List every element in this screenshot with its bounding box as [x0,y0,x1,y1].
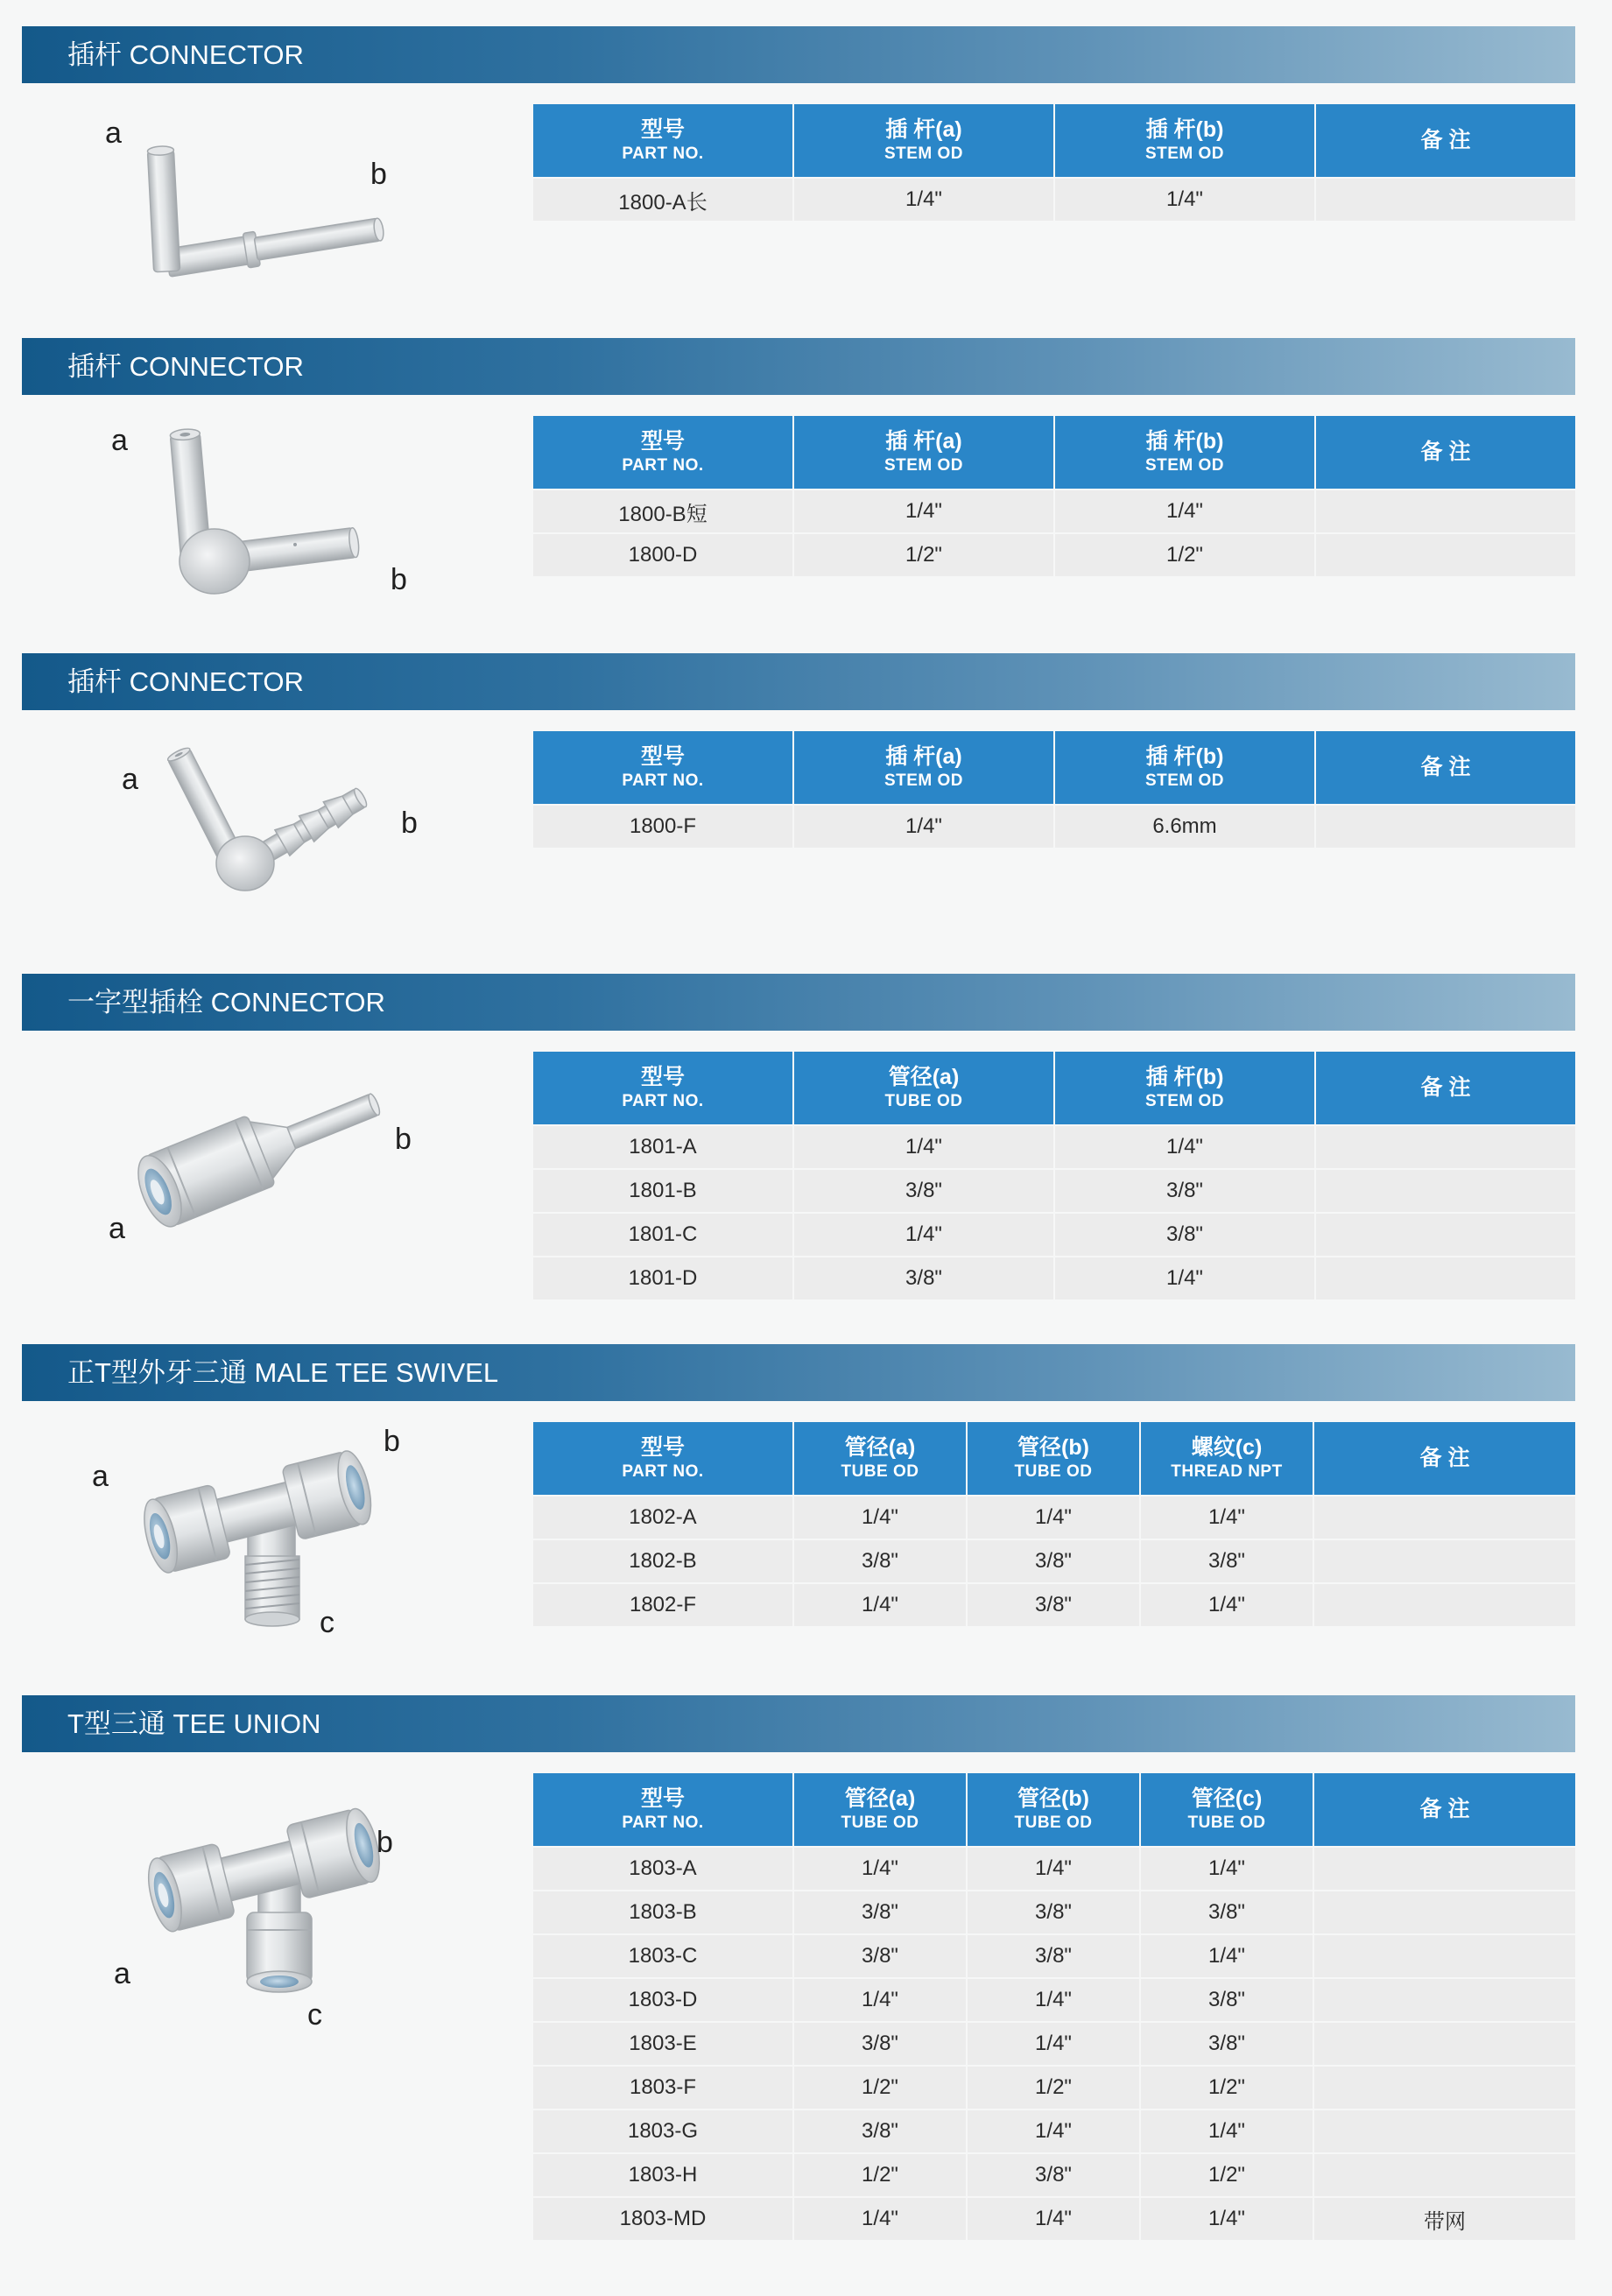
column-header [533,1773,792,1846]
remark-cell [1314,2154,1575,2196]
column-header [794,1052,1053,1124]
spec-cell: 3/8" [968,1891,1139,1933]
spec-cell: 1/4" [794,179,1053,221]
column-header-cn: 插 杆(b) [1145,429,1224,454]
part-number-cell: 1801-A [533,1126,792,1168]
column-header-en: TUBE OD [1014,1814,1093,1832]
column-header-cn: 插 杆(b) [1145,744,1224,769]
spec-cell: 1/4" [794,1848,966,1890]
part-number-cell: 1803-G [533,2110,792,2152]
column-header-cn: 插 杆(b) [1145,1065,1224,1089]
column-header [533,104,792,177]
column-header [1316,731,1575,804]
remark-cell [1314,2067,1575,2109]
column-header-en: STEM OD [1144,1092,1225,1110]
section-title: T型三通 TEE UNION [67,1708,321,1739]
column-header [533,731,792,804]
port-label-a: a [105,116,122,150]
spec-cell: 1/4" [1055,1126,1314,1168]
remark-cell [1314,2023,1575,2065]
part-number-cell: 1803-B [533,1891,792,1933]
column-header-cn: 备 注 [1420,1075,1471,1100]
spec-cell: 1/4" [968,2198,1139,2240]
port-label-a: a [122,763,138,796]
part-number-cell: 1800-A长 [533,179,792,221]
spec-table [533,104,1575,221]
port-label-b: b [377,1826,393,1859]
spec-cell: 1/4" [794,2198,966,2240]
product-illustration [0,1344,525,1659]
column-header-cn: 型号 [640,429,685,454]
column-header [968,1422,1139,1495]
section-title: 一字型插栓 CONNECTOR [67,986,385,1018]
column-header-en: PART NO. [622,1814,704,1832]
product-illustration [0,1695,525,2011]
column-header-cn: 螺纹(c) [1191,1435,1263,1460]
column-header [968,1773,1139,1846]
column-header-en: STEM OD [1144,456,1225,475]
spec-table [533,416,1575,576]
column-header-en: TUBE OD [841,1814,919,1832]
spec-cell: 3/8" [794,1891,966,1933]
column-header-en: STEM OD [883,144,964,163]
product-illustration [0,653,525,968]
section-title: 正T型外牙三通 MALE TEE SWIVEL [67,1356,499,1388]
remark-cell [1316,1126,1575,1168]
spec-cell: 1/4" [794,1497,966,1539]
column-header-en: STEM OD [883,456,964,475]
section-title: 插杆 CONNECTOR [67,350,304,382]
spec-cell: 1/4" [968,2110,1139,2152]
column-header [794,1422,966,1495]
column-header-cn: 备 注 [1420,128,1471,152]
spec-cell: 1/4" [1141,1848,1313,1890]
spec-table [533,1422,1575,1626]
product-illustration [0,338,525,653]
column-header-cn: 型号 [640,1786,685,1811]
column-header [794,416,1053,489]
spec-cell: 1/4" [1141,1584,1313,1626]
column-header-cn: 型号 [640,1435,685,1460]
column-header-cn: 管径(a) [844,1435,916,1460]
part-number-cell: 1801-B [533,1170,792,1212]
port-label-a: a [109,1212,125,1245]
column-header [533,416,792,489]
column-header [794,104,1053,177]
part-number-cell: 1802-F [533,1584,792,1626]
spec-cell: 3/8" [1141,1979,1313,2021]
column-header-cn: 管径(b) [1017,1786,1089,1811]
remark-cell [1316,1257,1575,1299]
column-header-en: PART NO. [622,1092,704,1110]
column-header-en: PART NO. [622,456,704,475]
spec-cell: 3/8" [794,1170,1053,1212]
remark-cell [1316,490,1575,532]
column-header [1055,1052,1314,1124]
part-number-cell: 1800-F [533,806,792,848]
column-header-cn: 备 注 [1419,1446,1470,1470]
column-header [1316,104,1575,177]
spec-cell: 1/4" [794,1979,966,2021]
column-header [1055,416,1314,489]
spec-cell: 1/2" [794,2067,966,2109]
part-number-cell: 1803-A [533,1848,792,1890]
port-label-b: b [401,806,418,840]
remark-cell [1314,1935,1575,1977]
part-number-cell: 1803-H [533,2154,792,2196]
remark-cell [1314,1848,1575,1890]
spec-table [533,1773,1575,2240]
column-header-cn: 管径(b) [1017,1435,1089,1460]
column-header-cn: 备 注 [1420,440,1471,464]
spec-table [533,1052,1575,1299]
spec-cell: 3/8" [794,1935,966,1977]
column-header [1055,731,1314,804]
remark-cell: 带网 [1314,2198,1575,2240]
part-number-cell: 1801-C [533,1214,792,1256]
column-header-en: TUBE OD [1014,1462,1093,1481]
port-label-a: a [92,1460,109,1493]
column-header-cn: 备 注 [1420,755,1471,779]
remark-cell [1314,1891,1575,1933]
column-header [1314,1422,1575,1495]
part-number-cell: 1803-C [533,1935,792,1977]
section-title: 插杆 CONNECTOR [67,39,304,70]
spec-cell: 3/8" [968,2154,1139,2196]
column-header-en: STEM OD [883,771,964,790]
spec-cell: 3/8" [1141,2023,1313,2065]
remark-cell [1314,1540,1575,1582]
column-header-en: TUBE OD [841,1462,919,1481]
remark-cell [1314,1979,1575,2021]
port-label-a: a [114,1957,130,1990]
port-label-b: b [391,563,407,596]
port-label-c: c [307,1998,322,2032]
spec-cell: 1/4" [968,1979,1139,2021]
spec-cell: 1/4" [794,1214,1053,1256]
column-header-cn: 型号 [640,1065,685,1089]
remark-cell [1316,179,1575,221]
remark-cell [1316,1214,1575,1256]
spec-cell: 1/4" [968,1497,1139,1539]
spec-cell: 3/8" [794,1540,966,1582]
part-number-cell: 1803-MD [533,2198,792,2240]
spec-cell: 1/2" [1141,2067,1313,2109]
spec-cell: 1/4" [794,1126,1053,1168]
port-label-b: b [395,1123,412,1156]
column-header-cn: 管径(c) [1191,1786,1263,1811]
spec-cell: 3/8" [794,1257,1053,1299]
column-header [1141,1422,1313,1495]
spec-cell: 1/4" [968,1848,1139,1890]
product-illustration [0,26,525,342]
spec-cell: 6.6mm [1055,806,1314,848]
spec-cell: 1/4" [1141,2110,1313,2152]
spec-cell: 3/8" [1141,1891,1313,1933]
spec-cell: 1/4" [968,2023,1139,2065]
column-header [1316,1052,1575,1124]
spec-cell: 1/4" [1055,179,1314,221]
column-header-en: TUBE OD [1187,1814,1266,1832]
spec-cell: 1/2" [794,534,1053,576]
column-header-en: STEM OD [1144,144,1225,163]
remark-cell [1316,806,1575,848]
column-header-cn: 插 杆(a) [885,117,962,142]
remark-cell [1316,534,1575,576]
spec-cell: 1/4" [1141,2198,1313,2240]
column-header-cn: 插 杆(b) [1145,117,1224,142]
spec-cell: 1/4" [794,1584,966,1626]
spec-cell: 3/8" [1141,1540,1313,1582]
column-header-cn: 型号 [640,744,685,769]
column-header-cn: 插 杆(a) [885,429,962,454]
column-header-cn: 插 杆(a) [885,744,962,769]
column-header-cn: 备 注 [1419,1797,1470,1821]
spec-cell: 1/4" [1141,1497,1313,1539]
column-header [1055,104,1314,177]
spec-cell: 1/2" [1055,534,1314,576]
spec-cell: 3/8" [968,1540,1139,1582]
spec-table [533,731,1575,848]
remark-cell [1316,1170,1575,1212]
column-header [533,1422,792,1495]
part-number-cell: 1800-B短 [533,490,792,532]
part-number-cell: 1803-F [533,2067,792,2109]
part-number-cell: 1800-D [533,534,792,576]
remark-cell [1314,2110,1575,2152]
spec-cell: 1/4" [1055,1257,1314,1299]
port-label-b: b [370,158,387,191]
column-header-en: PART NO. [622,144,704,163]
remark-cell [1314,1497,1575,1539]
port-label-c: c [320,1606,334,1639]
part-number-cell: 1802-A [533,1497,792,1539]
port-label-a: a [111,424,128,457]
spec-cell: 3/8" [794,2023,966,2065]
column-header-en: PART NO. [622,1462,704,1481]
spec-cell: 3/8" [968,1584,1139,1626]
part-number-cell: 1801-D [533,1257,792,1299]
column-header-cn: 型号 [640,117,685,142]
part-number-cell: 1802-B [533,1540,792,1582]
spec-cell: 3/8" [794,2110,966,2152]
section-title: 插杆 CONNECTOR [67,666,304,697]
column-header-en: TUBE OD [884,1092,963,1110]
remark-cell [1314,1584,1575,1626]
spec-cell: 1/4" [1055,490,1314,532]
column-header-en: THREAD NPT [1171,1462,1283,1481]
column-header [1314,1773,1575,1846]
part-number-cell: 1803-D [533,1979,792,2021]
column-header-en: PART NO. [622,771,704,790]
spec-cell: 3/8" [1055,1214,1314,1256]
column-header-cn: 管径(a) [888,1065,960,1089]
product-illustration [0,974,525,1289]
spec-cell: 1/2" [1141,2154,1313,2196]
spec-cell: 1/2" [794,2154,966,2196]
column-header [1316,416,1575,489]
column-header-cn: 管径(a) [844,1786,916,1811]
part-number-cell: 1803-E [533,2023,792,2065]
column-header [1141,1773,1313,1846]
column-header [533,1052,792,1124]
spec-cell: 1/2" [968,2067,1139,2109]
column-header-en: STEM OD [1144,771,1225,790]
spec-cell: 3/8" [968,1935,1139,1977]
column-header [794,731,1053,804]
spec-cell: 3/8" [1055,1170,1314,1212]
column-header [794,1773,966,1846]
spec-cell: 1/4" [1141,1935,1313,1977]
spec-cell: 1/4" [794,490,1053,532]
port-label-b: b [384,1425,400,1458]
spec-cell: 1/4" [794,806,1053,848]
